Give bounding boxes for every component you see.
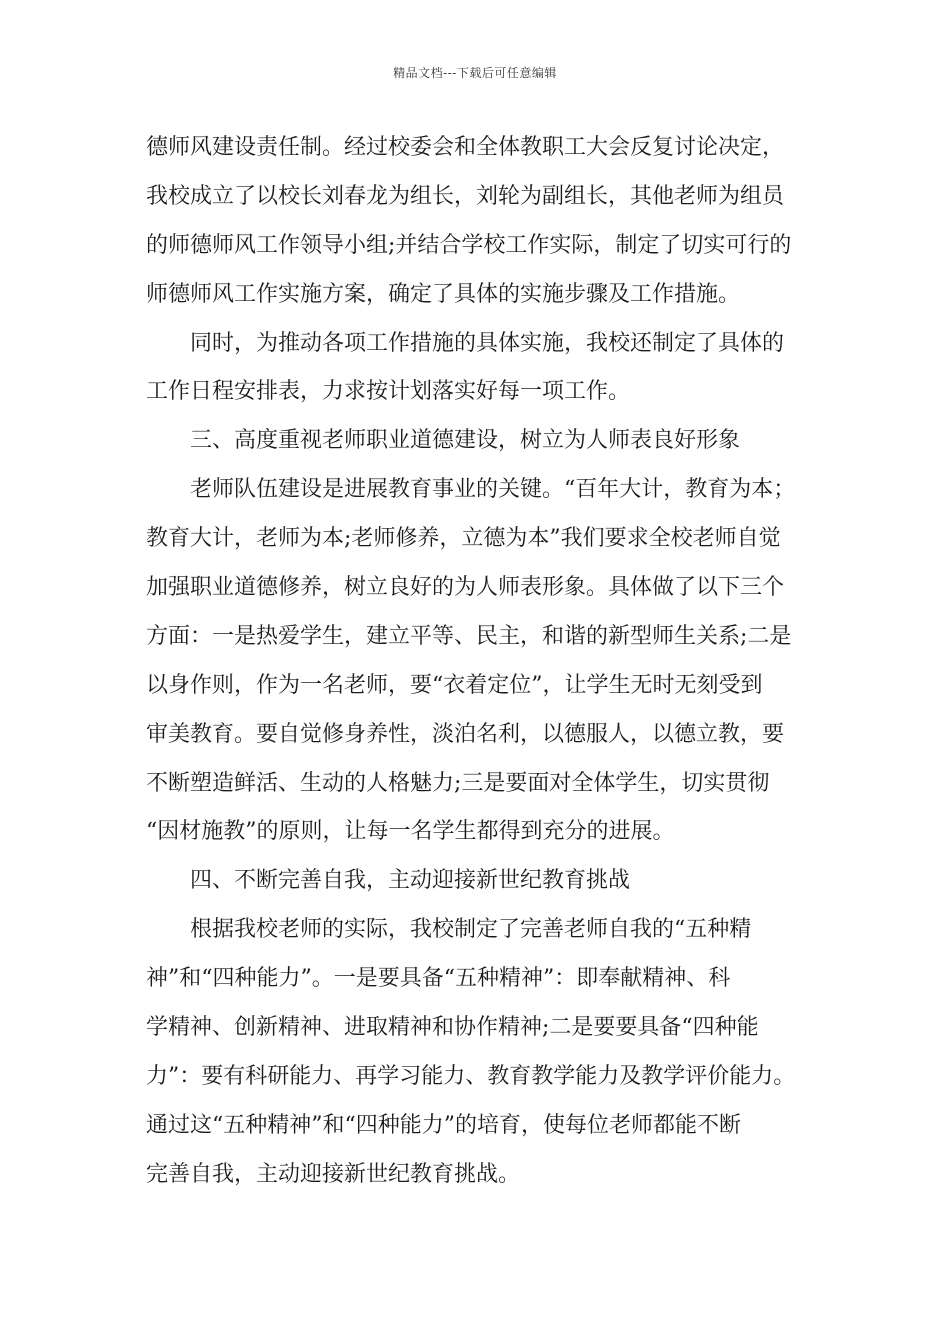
text-line: 教育大计，老师为本;老师修养，立德为本”我们要求全校老师自觉: [146, 526, 781, 552]
text-line: 完善自我，主动迎接新世纪教育挑战。: [146, 1161, 521, 1187]
section-heading: 四、不断完善自我，主动迎接新世纪教育挑战: [190, 868, 631, 894]
text-line: 方面：一是热爱学生，建立平等、民主，和谐的新型师生关系;二是: [146, 623, 792, 649]
text-line: 加强职业道德修养，树立良好的为人师表形象。具体做了以下三个: [146, 575, 785, 601]
text-line: 工作日程安排表，力求按计划落实好每一项工作。: [146, 379, 631, 405]
text-line: 力”：要有科研能力、再学习能力、教育教学能力及教学评价能力。: [146, 1063, 796, 1089]
text-line: 我校成立了以校长刘春龙为组长，刘轮为副组长，其他老师为组员: [146, 183, 785, 209]
page-header: 精品文档---下载后可任意编辑: [393, 66, 557, 80]
text-line: 不断塑造鲜活、生动的人格魅力;三是要面对全体学生，切实贯彻: [146, 770, 770, 796]
section-heading: 三、高度重视老师职业道德建设，树立为人师表良好形象: [190, 428, 741, 454]
text-line: 以身作则，作为一名老师，要“衣着定位”，让学生无时无刻受到: [146, 672, 763, 698]
text-line: 老师队伍建设是进展教育事业的关键。“百年大计，教育为本；: [190, 477, 796, 503]
text-line: “因材施教”的原则，让每一名学生都得到充分的进展。: [146, 819, 675, 845]
text-line: 神”和“四种能力”。一是要具备“五种精神”：即奉献精神、科: [146, 966, 731, 992]
text-line: 审美教育。要自觉修身养性，淡泊名利，以德服人，以德立教，要: [146, 721, 785, 747]
text-line: 通过这“五种精神”和“四种能力”的培育，使每位老师都能不断: [146, 1112, 741, 1138]
text-line: 同时，为推动各项工作措施的具体实施，我校还制定了具体的: [190, 330, 785, 356]
text-line: 根据我校老师的实际，我校制定了完善老师自我的“五种精: [190, 917, 752, 943]
text-line: 师德师风工作实施方案，确定了具体的实施步骤及工作措施。: [146, 281, 741, 307]
text-line: 德师风建设责任制。经过校委会和全体教职工大会反复讨论决定，: [146, 135, 785, 160]
text-line: 的师德师风工作领导小组;并结合学校工作实际，制定了切实可行的: [146, 232, 792, 258]
text-line: 学精神、创新精神、进取精神和协作精神;二是要要具备“四种能: [146, 1015, 759, 1041]
document-body: [146, 124, 822, 1200]
